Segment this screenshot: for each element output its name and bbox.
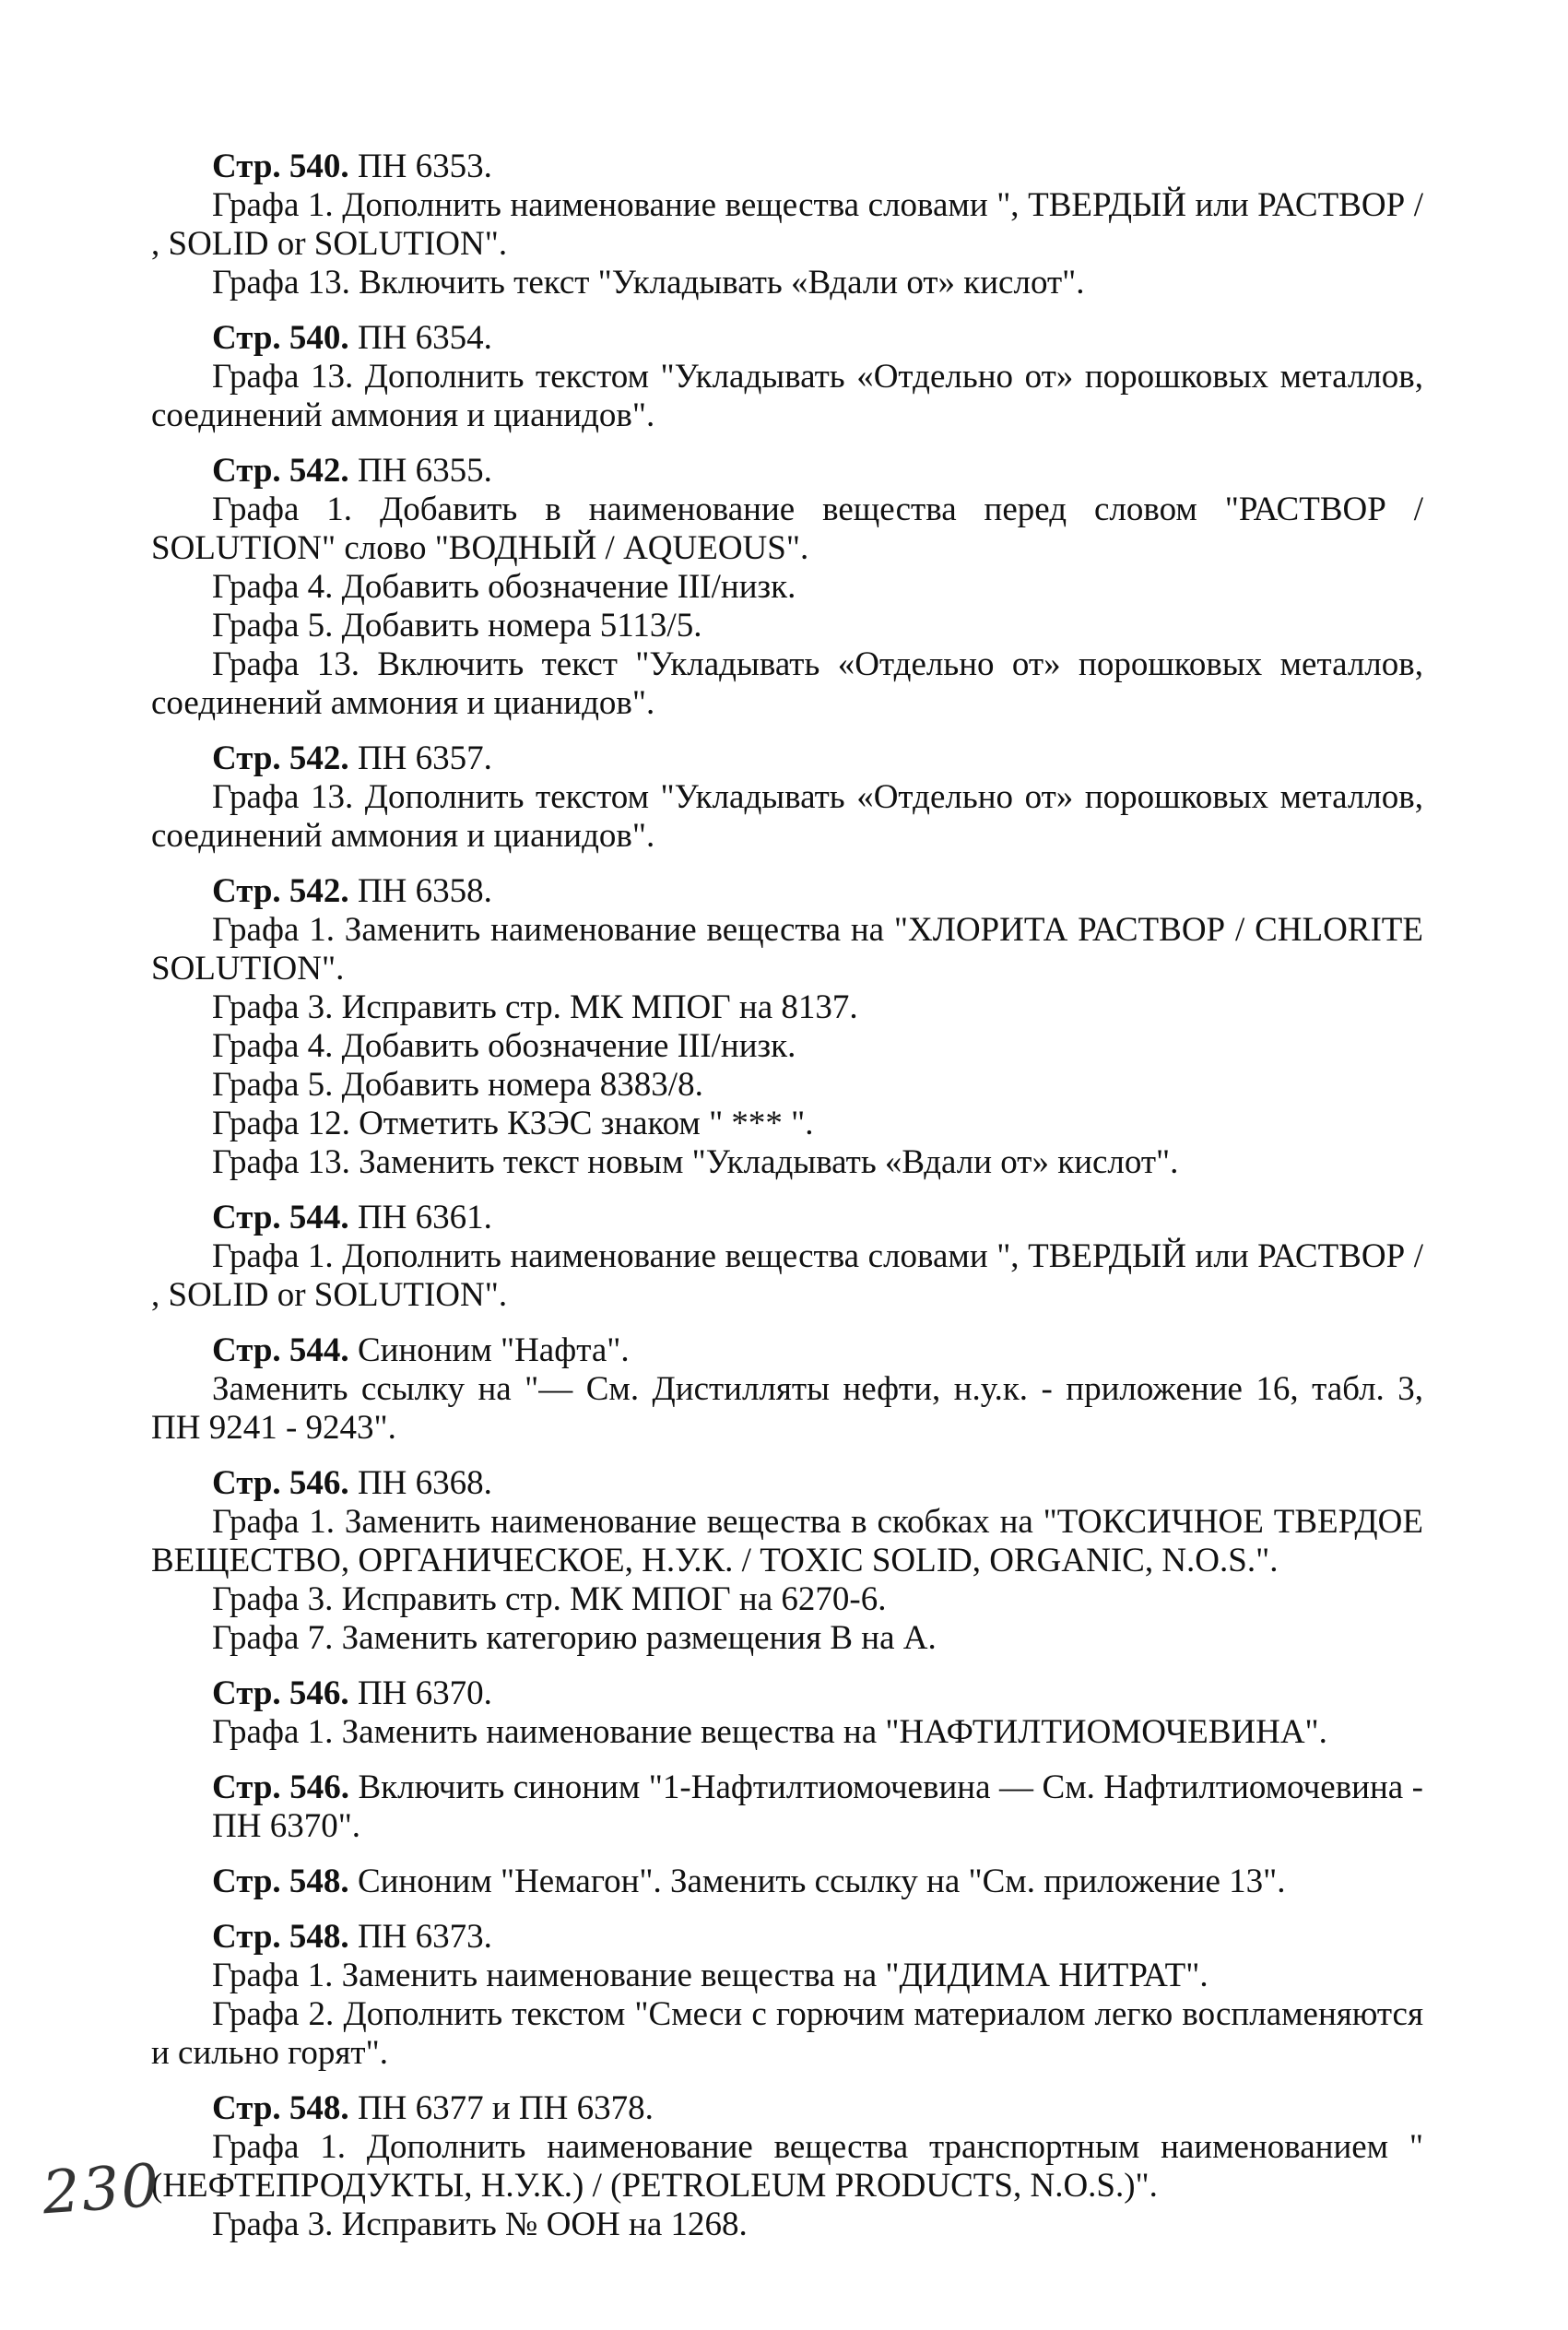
page-reference: Стр. 544. [212,1331,349,1369]
entry-paragraph: Графа 5. Добавить номера 5113/5. [212,607,702,645]
page-reference: Стр. 548. [212,1863,349,1900]
amendment-entry [151,1199,1423,1315]
entry-paragraph: Графа 1. Заменить наименование вещества на "ДИДИМА НИТРАТ". [212,1957,1208,1994]
entry-heading [151,452,1423,491]
amendment-entry [151,1768,1423,1846]
entry-heading-text: Синоним "Немагон". Заменить ссылку на "См. приложение 13". [348,1863,1286,1900]
entry-paragraph: Графа 13. Включить текст "Укладывать «Отдельно от» порошковых металлов, соединений аммония и цианидов". [151,645,1423,722]
entry-heading-text: ПН 6377 и ПН 6378. [348,2089,654,2127]
amendment-entry [151,452,1423,723]
entry-heading [151,872,1423,911]
entry-paragraph: Графа 3. Исправить стр. МК МПОГ на 6270-6. [212,1580,887,1618]
amendment-entry [151,1918,1423,2073]
page-reference: Стр. 548. [212,2089,349,2127]
entry-heading-text: ПН 6358. [348,872,492,910]
page-number: 230 [40,2151,163,2229]
amendment-entry [151,872,1423,1182]
entry-paragraph: Графа 13. Дополнить текстом "Укладывать «Отдельно от» порошковых металлов, соединений аммония и цианидов". [151,778,1423,855]
entry-heading-text: Включить синоним "1-Нафтилтиомочевина — См. Нафтилтиомочевина - ПН 6370". [212,1768,1424,1845]
entry-paragraph: Графа 13. Заменить текст новым "Укладывать «Вдали от» кислот". [212,1143,1179,1181]
entry-paragraph: Графа 1. Дополнить наименование вещества словами ", ТВЕРДЫЙ или РАСТВОР / , SOLID or SOLUTION". [151,1237,1423,1314]
entry-paragraph: Графа 1. Заменить наименование вещества на "НАФТИЛТИОМОЧЕВИНА". [212,1713,1327,1751]
page-reference: Стр. 542. [212,872,349,910]
entry-paragraph: Графа 1. Добавить в наименование вещества перед словом "РАСТВОР / SOLUTION" слово "ВОДНЫЙ / AQUEOUS". [151,491,1423,567]
entry-heading-text: ПН 6370. [348,1674,492,1712]
page-reference: Стр. 548. [212,1918,349,1956]
page-reference: Стр. 540. [212,148,349,185]
entry-paragraph: Графа 5. Добавить номера 8383/8. [212,1066,703,1104]
entry-heading [151,1918,1423,1957]
entry-heading-text: Синоним "Нафта". [348,1331,630,1369]
entry-heading [151,1331,1423,1370]
entry-heading [151,1674,1423,1713]
amendment-entry [151,1464,1423,1658]
page-reference: Стр. 544. [212,1199,349,1236]
entry-paragraph: Графа 3. Исправить стр. МК МПОГ на 8137. [212,988,858,1026]
entry-heading [151,739,1423,778]
amendment-entry [151,148,1423,302]
entry-paragraph: Графа 12. Отметить КЗЭС знаком " *** ". [212,1105,814,1142]
page-reference: Стр. 546. [212,1674,349,1712]
entry-heading [151,1464,1423,1503]
entry-paragraph: Графа 3. Исправить № ООН на 1268. [212,2206,748,2243]
entry-heading-text: ПН 6357. [348,739,492,777]
entry-paragraph: Графа 2. Дополнить текстом "Смеси с горючим материалом легко воспламеняются и сильно горят". [151,1995,1423,2072]
entry-heading-text: ПН 6373. [348,1918,492,1956]
entry-heading [151,148,1423,186]
entry-heading [151,1768,1423,1846]
entry-heading-text: ПН 6353. [348,148,492,185]
entry-heading-text: ПН 6354. [348,319,492,357]
entry-paragraph: Графа 13. Дополнить текстом "Укладывать «Отдельно от» порошковых металлов, соединений аммония и цианидов". [151,358,1423,434]
amendment-entry [151,1331,1423,1448]
document-page [151,148,1423,2261]
entry-heading [151,319,1423,358]
entry-paragraph: Графа 4. Добавить обозначение III/низк. [212,568,796,606]
entry-paragraph: Графа 13. Включить текст "Укладывать «Вдали от» кислот". [212,264,1085,302]
amendment-entry [151,1674,1423,1752]
entry-paragraph: Графа 1. Заменить наименование вещества на "ХЛОРИТА РАСТВОР / CHLORITE SOLUTION". [151,911,1423,988]
entry-paragraph: Графа 1. Дополнить наименование вещества словами ", ТВЕРДЫЙ или РАСТВОР / , SOLID or SOLUTION". [151,186,1423,263]
page-reference: Стр. 546. [212,1464,349,1502]
page-reference: Стр. 542. [212,739,349,777]
entry-paragraph: Графа 7. Заменить категорию размещения В на А. [212,1619,937,1657]
amendment-entry [151,319,1423,435]
entry-paragraph: Графа 1. Дополнить наименование вещества транспортным наименованием "(НЕФТЕПРОДУКТЫ, Н.У.К.) / (PETROLEUM PRODUCTS, N.O.S.)". [151,2128,1423,2205]
amendment-entry [151,739,1423,856]
entry-heading-text: ПН 6368. [348,1464,492,1502]
entry-paragraph: Заменить ссылку на "— См. Дистилляты нефти, н.у.к. - приложение 16, табл. 3, ПН 9241 - 9243". [151,1370,1423,1447]
entry-paragraph: Графа 1. Заменить наименование вещества в скобках на "ТОКСИЧНОЕ ТВЕРДОЕ ВЕЩЕСТВО, ОРГАНИЧЕСКОЕ, Н.У.К. / TOXIC SOLID, ORGANIC, N.O.S.". [151,1503,1423,1579]
page-reference: Стр. 540. [212,319,349,357]
page-reference: Стр. 546. [212,1768,349,1806]
entry-heading [151,1199,1423,1237]
page-reference: Стр. 542. [212,452,349,490]
entry-paragraph: Графа 4. Добавить обозначение III/низк. [212,1027,796,1065]
entry-heading [151,2089,1423,2128]
entry-heading-text: ПН 6355. [348,452,492,490]
amendment-entry [151,2089,1423,2244]
entry-heading [151,1863,1423,1901]
amendment-entry [151,1863,1423,1901]
entry-heading-text: ПН 6361. [348,1199,492,1236]
